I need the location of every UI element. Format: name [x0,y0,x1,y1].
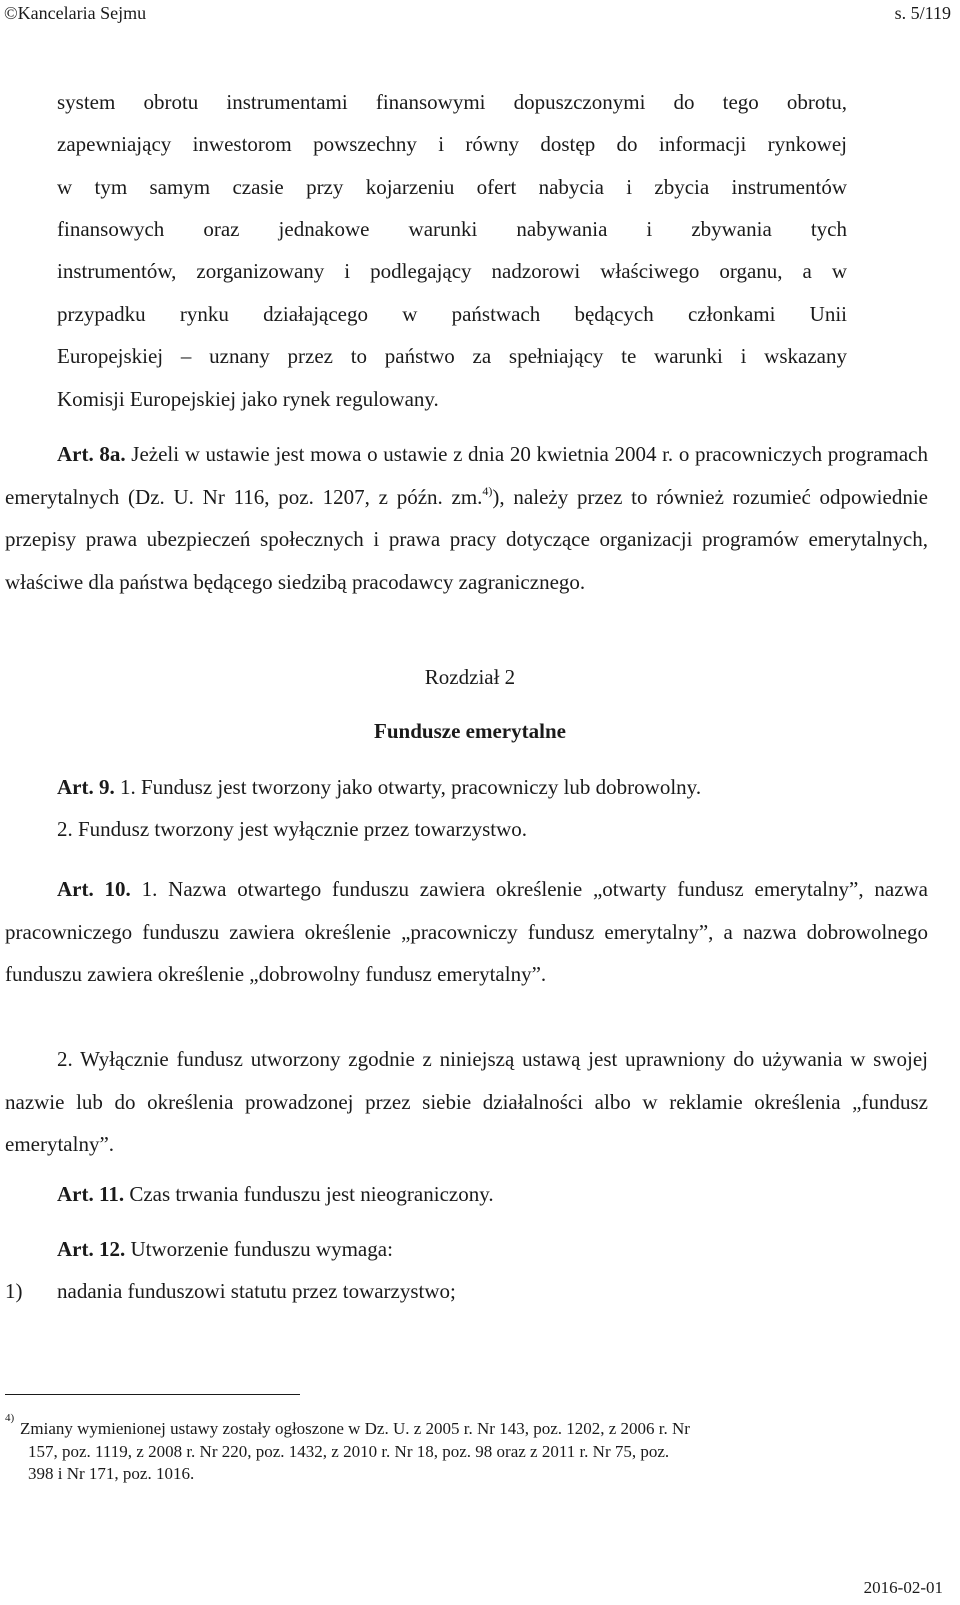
intro-line-8: Komisji Europejskiej jako rynek regulowany. [57,387,439,411]
article-11 [57,1181,494,1207]
article-9-label: Art. 9. [57,775,115,799]
article-11-label: Art. 11. [57,1182,125,1206]
list-item-text: nadania funduszowi statutu przez towarzystwo; [57,1279,456,1303]
intro-line-2: zapewniający inwestorom powszechny i równy dostęp do informacji rynkowej [57,132,847,156]
article-9-p2: 2. Fundusz tworzony jest wyłącznie przez towarzystwo. [57,817,528,841]
article-12-label: Art. 12. [57,1237,126,1261]
article-9-p1-text: 1. Fundusz jest tworzony jako otwarty, pracowniczy lub dobrowolny. [114,775,702,799]
intro-line-7: Europejskiej – uznany przez to państwo za spełniający te warunki i wskazany [57,344,847,368]
footer-date: 2016-02-01 [863,1578,943,1597]
footnote-line-3: 398 i Nr 171, poz. 1016. [28,1464,195,1483]
article-10-p1 [5,868,928,996]
footnote-line-2: 157, poz. 1119, z 2008 r. Nr 220, poz. 1432, z 2010 r. Nr 18, poz. 98 oraz z 2011 r. Nr 75, poz. [28,1441,670,1461]
article-8a-label: Art. 8a. [57,442,126,466]
article-8a-text-cont: ), należy przez to również rozumieć odpowiednie przepisy prawa ubezpieczeń społecznych i prawa pracy dotyczące organizacji programów emerytalnych, właściwe dla państwa będącego siedzibą pracodawcy zagranicznego. [5,484,928,594]
article-10-p1-text: 1. Nazwa otwartego funduszu zawiera określenie „otwarty fundusz emerytalny”, nazwa pracowniczego funduszu zawiera określenie „pracowniczy fundusz emerytalny”, a nazwa dobrowolnego funduszu zawiera określenie „dobrowolny fundusz emerytalny”. [5,877,929,986]
chapter-title: Fundusze emerytalne [374,719,566,743]
article-12-text: Utworzenie funduszu wymaga: [125,1237,393,1261]
intro-line-5: instrumentów, zorganizowany i podlegający nadzorowi właściwego organu, a w [57,259,847,283]
intro-line-4: finansowych oraz jednakowe warunki nabywania i zbywania tych [57,217,847,241]
intro-line-6: przypadku rynku działającego w państwach będących członkami Unii [57,302,847,326]
footnote-mark: 4) [5,1412,15,1424]
list-item-number: 1) [5,1279,23,1303]
article-12 [57,1236,393,1262]
footnote-ref-4: 4) [482,483,493,498]
intro-line-3: w tym samym czasie przy kojarzeniu ofert nabycia i zbycia instrumentów [57,175,847,199]
intro-line-1: system obrotu instrumentami finansowymi dopuszczonymi do tego obrotu, [57,90,847,114]
footnote-line-1: Zmiany wymienionej ustawy zostały ogłoszone w Dz. U. z 2005 r. Nr 143, poz. 1202, z 2006 r. Nr [20,1419,690,1438]
footnote-separator [5,1394,300,1395]
header-copyright: ©Kancelaria Sejmu [4,3,147,23]
article-8a-text: Jeżeli w ustawie jest mowa o ustawie z dnia 20 kwietnia 2004 r. o pracowniczych programach emerytalnych (Dz. U. Nr 116, poz. 1207, z późn. zm. [5,442,928,509]
chapter-number: Rozdział 2 [424,665,516,689]
article-10-label: Art. 10. [57,877,131,901]
list-item [5,1278,456,1304]
article-8a [5,433,928,603]
article-10-p2: 2. Wyłącznie fundusz utworzony zgodnie z niniejszą ustawą jest uprawniony do używania w swojej nazwie lub do określenia prowadzonej przez siebie działalności albo w reklamie określenia „fundusz emerytalny”. [5,1047,928,1156]
article-11-text: Czas trwania funduszu jest nieograniczony. [124,1182,494,1206]
footnote-4 [5,1412,851,1486]
page-number: s. 5/119 [894,3,951,23]
article-9-p1 [57,774,701,800]
